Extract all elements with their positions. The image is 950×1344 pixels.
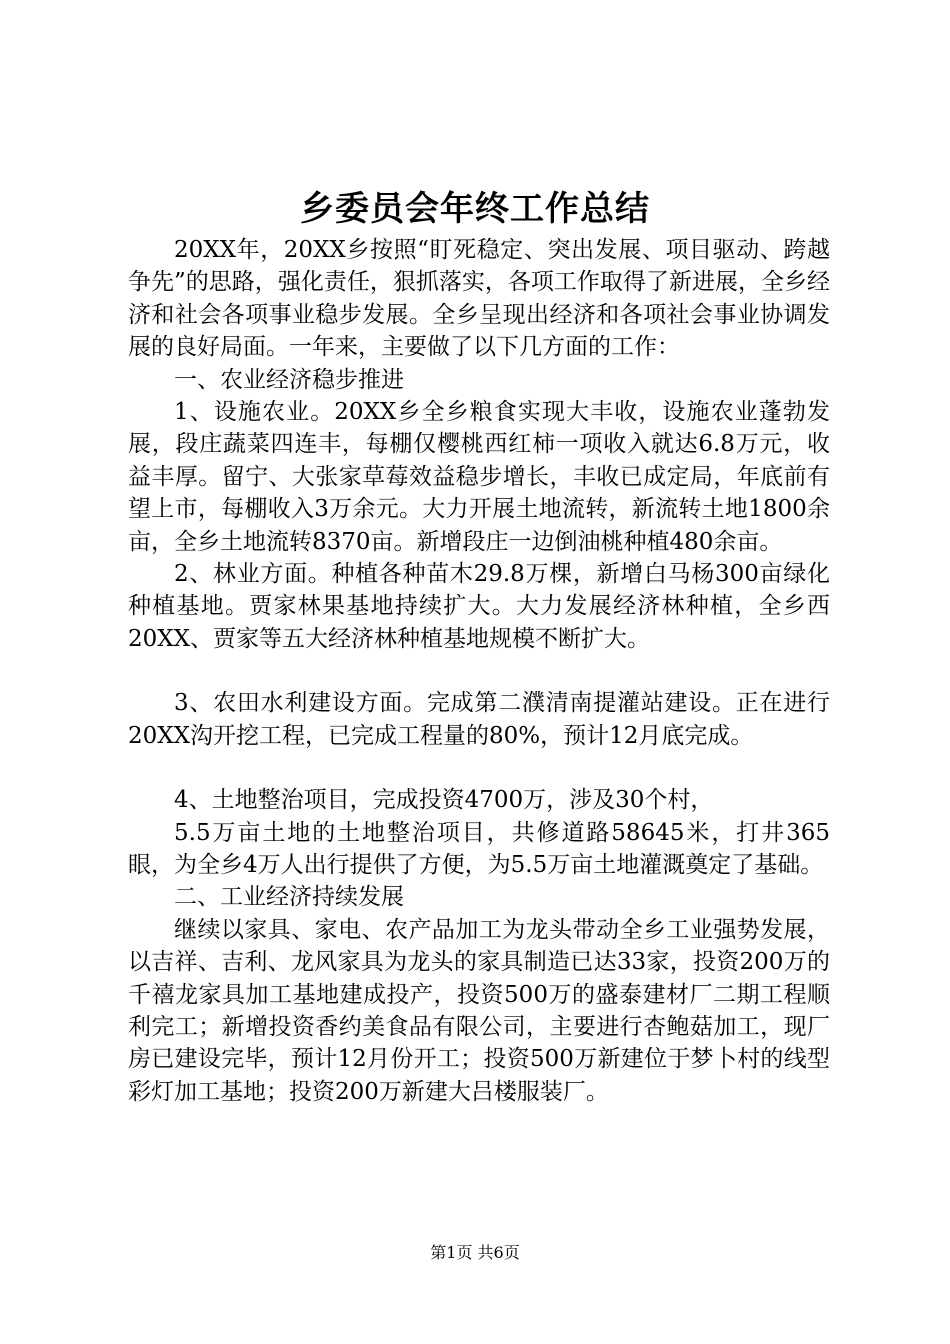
document-title: 乡委员会年终工作总结 [300, 189, 650, 229]
spacer [128, 752, 830, 784]
page-footer: 第1页 共6页 [430, 1243, 520, 1262]
document-body [128, 234, 830, 1108]
section-heading-agriculture: 一、农业经济稳步推进 [174, 366, 404, 393]
spacer [128, 655, 830, 687]
item-land-remediation-continued: 5.5万亩土地的土地整治项目，共修道路58645米，打井365眼，为全乡4万人出行提供了方便，为5.5万亩土地灌溉奠定了基础。 [128, 819, 830, 878]
industry-paragraph: 继续以家具、家电、农产品加工为龙头带动全乡工业强势发展，以吉祥、吉利、龙风家具为龙头的家具制造已达33家，投资200万的千禧龙家具加工基地建成投产，投资500万的盛泰建材厂二期工程顺利完工；新增投资香约美食品有限公司，主要进行杏鲍菇加工，现厂房已建设完毕，预计12月份开工；投资500万新建位于梦卜村的线型彩灯加工基地；投资200万新建大吕楼服装厂。 [128, 916, 830, 1105]
item-facility-agriculture: 1、设施农业。20XX乡全乡粮食实现大丰收，设施农业蓬勃发展，段庄蔬菜四连丰，每棚仅樱桃西红柿一项收入就达6.8万元，收益丰厚。留宁、大张家草莓效益稳步增长，丰收已成定局，年底前有望上市，每棚收入3万余元。大力开展土地流转，新流转土地1800余亩，全乡土地流转8370亩。新增段庄一边倒油桃种植480余亩。 [128, 399, 830, 555]
item-water-conservancy: 3、农田水利建设方面。完成第二濮清南提灌站建设。正在进行20XX沟开挖工程，已完成工程量的80%，预计12月底完成。 [128, 690, 830, 749]
intro-paragraph: 20XX年，20XX乡按照“盯死稳定、突出发展、项目驱动、跨越争先”的思路，强化责任，狠抓落实，各项工作取得了新进展，全乡经济和社会各项事业稳步发展。全乡呈现出经济和各项社会事业协调发展的良好局面。一年来，主要做了以下几方面的工作： [128, 237, 830, 361]
item-land-remediation: 4、土地整治项目，完成投资4700万，涉及30个村， [174, 787, 714, 814]
item-forestry: 2、林业方面。种植各种苗木29.8万棵，新增白马杨300亩绿化种植基地。贾家林果基地持续扩大。大力发展经济林种植，全乡西20XX、贾家等五大经济林种植基地规模不断扩大。 [128, 561, 830, 652]
section-heading-industry: 二、工业经济持续发展 [174, 884, 404, 911]
